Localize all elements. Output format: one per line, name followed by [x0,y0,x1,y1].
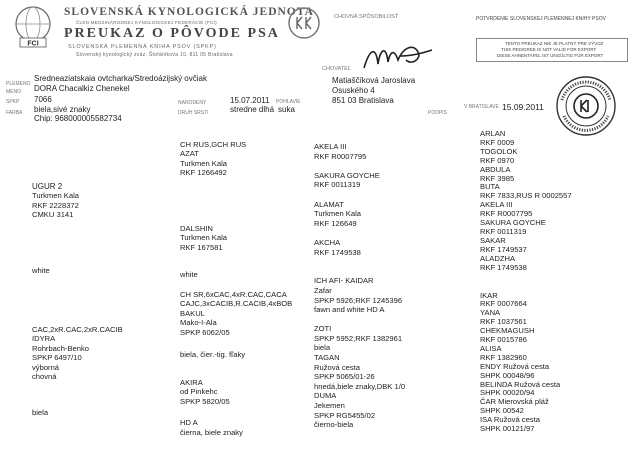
pedigree-dam-color: biela [32,408,49,417]
pedigree-line: hnedá,biele znaky,DBK 1/0 [314,381,406,391]
pedigree-granddam-2 [180,378,230,406]
pedigree-line: SPKP 5926;RKF 1245396 [314,295,403,305]
label-owner: CHOVATEĽ [322,66,351,72]
registry-name: SLOVENSKÁ PLEMENNÁ KNIHA PSOV (SPKP) [68,44,217,50]
pedigree-line: RKF 167581 [180,242,223,252]
pedigree-line: SPKP 5820/05 [180,396,230,406]
pedigree-line: CAC,2xR.CAC,2xR.CACIB [32,325,123,334]
pedigree-column-3 [314,142,405,430]
pedigree-line: SPKP 5952;RKF 1382961 [314,333,403,343]
pedigree-line: AKELA III [480,200,513,210]
pedigree-line: BAKUL [180,308,205,318]
pedigree-line: Turkmen Kala [314,209,361,219]
pedigree-granddam-1-color: white [180,270,198,279]
label-name: MENO [6,89,21,95]
pedigree-line: ENDY Ružová cesta [480,361,550,371]
pedigree-line: SHPK 00121/97 [480,424,535,434]
pedigree-line: Mako-I-Ala [180,318,217,328]
pedigree-line: SHPK 00048/96 [480,370,535,380]
label-sex: POHLAVIE [276,99,301,105]
pedigree-line: SPKP RG5455/02 [314,410,376,420]
pedigree-line: BUTA [480,182,500,192]
fci-logo [8,4,58,48]
owner-name: Matiaščíková Jaroslava [332,76,416,85]
pedigree-grandsire-2-color: biela, čier.-tig. fľaky [180,350,246,359]
pedigree-line: IKAR [480,290,498,300]
pedigree-line: AZAT [180,149,199,159]
signature-top-icon [360,38,440,78]
pedigree-line: RKF 0015786 [480,335,527,345]
pedigree-line: ARLAN [480,129,506,138]
pedigree-line: SHPK 00020/94 [480,388,535,398]
pedigree-line: od Pinkehc [180,387,218,397]
dog-spkp: 7066 [34,95,52,104]
label-color: FARBA [6,110,23,116]
pedigree-line: AKIRA [180,378,203,387]
pedigree-line: DALSHIN [180,224,213,233]
export-notice-box [476,38,628,62]
pedigree-line: RKF 1037561 [480,317,527,327]
pedigree-line: CMKU 3141 [32,210,74,220]
pedigree-line: ALAMAT [314,199,344,209]
pedigree-column-4 [480,130,572,434]
pedigree-line: RKF 0011319 [314,180,361,190]
pedigree-line: SAKURA GOYCHE [480,218,546,228]
label-hair: DRUH SRSTI [178,110,209,116]
pedigree-line: chovná [32,372,57,382]
owner-city: 851 03 Bratislava [332,96,394,105]
pedigree-line: výborná [32,362,60,372]
pedigree-line: ALISA [480,343,502,353]
pedigree-line: TAGAN [314,353,340,363]
document-title: PREUKAZ O PÔVODE PSA [64,26,280,41]
dog-breed: Sredneaziatskaia ovtcharka/Stredoázijský ovčiak [34,74,207,83]
pedigree-line: Turkmen Kala [180,158,227,168]
breeding-label: CHOVNÁ SPÔSOBILOSŤ [334,14,399,20]
pedigree-line: RKF 1749538 [314,247,361,257]
pedigree-line: ABDULA [480,164,511,174]
confirm-title: POTVRDENIE SLOVENSKEJ PLEMENNEJ KNIHY PSOV [476,16,606,22]
pedigree-line: ALADZHA [480,253,516,263]
pedigree-line: SPKP 5065/01-26 [314,372,375,382]
registry-address: Slovenský kynologický zväz, Štefánikova 10, 811 05 Bratislava [76,52,233,58]
pedigree-line: RKF 1266492 [180,168,227,178]
pedigree-line: SPKP 6497/10 [32,353,82,363]
pedigree-line: DUMA [314,391,337,401]
label-spkp: SPKP [6,99,20,105]
dog-hair: stredne dlhá [230,105,275,114]
export-notice-line: TENTO PREUKAZ NIE JE PLATNÝ PRE VÝVOZ [505,41,604,46]
pedigree-sire [32,182,79,220]
pedigree-line: CH SR,6xCAC,4xR.CAC,CACA [180,290,287,299]
pedigree-line: Zafar [314,285,332,295]
pedigree-line: YANA [480,308,501,318]
export-notice-line: THIS PEDIGREE IS NOT VALID FOR EXPORT [501,47,597,52]
pedigree-granddam-2-note: HD A [180,418,198,427]
pedigree-line: ISA Ružová cesta [480,415,540,425]
label-born: NARODENÝ [178,100,207,106]
pedigree-line: čierno-biela [314,420,354,430]
pedigree-line: IDYRA [32,334,56,344]
owner-street: Osuského 4 [332,86,375,95]
pedigree-line: Turkmen Kala [180,233,227,243]
signature-date: 15.09.2011 [502,102,544,112]
pedigree-line: RKF 0007664 [480,299,527,309]
registry-stamp-icon [554,74,618,138]
pedigree-line: RKF 2228372 [32,200,79,210]
pedigree-line: RKF R0007795 [480,209,533,219]
label-place: V BRATISLAVE [464,104,499,110]
pedigree-line: RKF 1749538 [480,262,527,272]
pedigree-line: ČAR Mierovská pláž [480,397,549,407]
pedigree-line: fawn and white HD A [314,305,385,315]
dog-sex: suka [278,105,295,114]
pedigree-line: RKF 7833,RUS R 0002557 [480,191,572,201]
label-signature: PODPIS [428,110,447,116]
pedigree-line: RKF 126649 [314,218,357,228]
pedigree-line: SAKURA GOYCHE [314,170,380,180]
pedigree-line: biela [314,343,331,353]
pedigree-line: TOGOLOK [480,146,518,156]
fci-logo-text: FCI [27,40,39,48]
pedigree-line: CHEKMAGUSH [480,326,535,336]
pedigree-sire-color: white [32,266,50,275]
pedigree-line: AKELA III [314,142,347,151]
pedigree-line: RKF 3985 [480,173,515,183]
pedigree-line: RKF 0011319 [480,226,527,236]
label-breed: PLEMENO [6,81,31,87]
export-notice-line: DIESE AHNENTAFEL IST UNGÜLTIG FÜR EXPORT [497,53,604,58]
pedigree-line: BELINDA Ružová cesta [480,379,561,389]
dog-name: DORA Chacalkiz Chenekel [34,84,130,93]
pedigree-line: Ružová cesta [314,362,361,372]
pedigree-grandsire-2 [180,290,292,337]
pedigree-granddam-2-color: čierna, biele znaky [180,428,243,437]
pedigree-line: ICH AFI- KAIDAR [314,276,374,286]
pedigree-line: UGUR 2 [32,182,63,191]
pedigree-line: SHPK 00542 [480,406,524,416]
pedigree-line: RKF 1749537 [480,244,527,254]
pedigree-grandsire-1 [180,140,246,178]
dog-chip: Chip: 968000005582734 [34,114,122,123]
pedigree-line: Jekemen [314,401,345,411]
dog-born: 15.07.2011 [230,96,270,105]
pedigree-line: Rohrbach-Benko [32,343,89,353]
pedigree-line: CAJC,3xCACIB,R.CACIB,4xBOB [180,299,293,309]
pedigree-line: RKF 0009 [480,137,515,147]
skj-emblem-icon [286,6,322,40]
pedigree-line: ZOTI [314,324,332,334]
pedigree-line: SPKP 6062/05 [180,327,230,337]
pedigree-line: RKF 0970 [480,155,515,165]
org-membership: ČLEN MEDZINÁRODNEJ KYNOLOGICKEJ FEDERÁCIE (FCI) [76,20,217,25]
pedigree-line: SAKAR [480,235,506,245]
org-name: SLOVENSKÁ KYNOLOGICKÁ JEDNOTA [64,6,314,18]
pedigree-line: RKF 1382960 [480,352,527,362]
pedigree-line: RKF R0007795 [314,151,367,161]
pedigree-line: Turkmen Kala [32,191,79,201]
dog-color: biela,sivé znaky [34,105,91,114]
pedigree-line: CH RUS,GCH RUS [180,140,247,149]
pedigree-dam [32,325,123,381]
pedigree-granddam-1 [180,224,227,252]
pedigree-line: AKCHA [314,237,341,247]
